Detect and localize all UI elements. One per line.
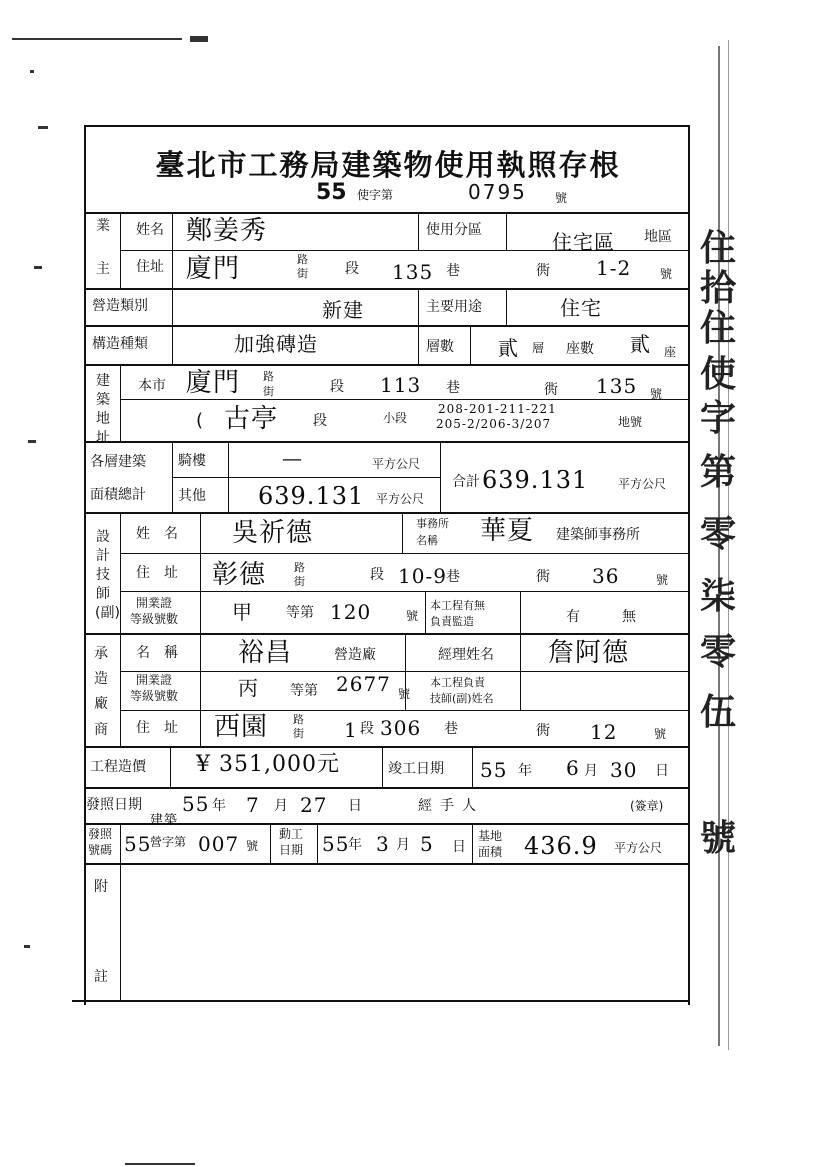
designer-supervise-has: 有 (566, 609, 580, 625)
side-char: 拾 (700, 267, 737, 309)
start-month-value: 3 (376, 832, 390, 856)
scan-speck (190, 36, 208, 42)
row-line (84, 633, 689, 635)
scan-border-mark (12, 38, 182, 40)
scan-speck (28, 440, 36, 443)
completion-year-label: 年 (518, 763, 532, 779)
row-line (84, 288, 689, 290)
site-alley-label: 衖 (544, 382, 558, 398)
col-line (120, 212, 121, 289)
scan-speck (24, 945, 30, 948)
site-lane-label: 巷 (446, 380, 460, 396)
floors-unit: 層 (532, 341, 545, 355)
construction-type-value: 新建 (322, 298, 364, 322)
start-day-value: 5 (420, 832, 434, 856)
col-line (520, 591, 521, 634)
arcade-value: — (282, 446, 303, 470)
issue-date-label: 發照日期 (86, 797, 142, 813)
form-border-right (688, 125, 690, 1005)
col-line (382, 746, 383, 788)
completion-day: 30 (610, 758, 638, 782)
col-line (200, 512, 201, 746)
site-district-label: 段 (313, 413, 327, 429)
form-border-left (84, 125, 86, 1005)
start-date-label-2: 日期 (279, 843, 304, 857)
construction-type-label: 營造類別 (92, 298, 148, 314)
row-line (84, 746, 689, 748)
contractor-lane-label: 巷 (444, 721, 458, 737)
col-line (170, 746, 171, 788)
designer-supervise-label-1: 本工程有無 (430, 599, 485, 612)
row-line (120, 553, 690, 554)
row-line (84, 441, 689, 443)
structure-value: 加強磚造 (234, 332, 318, 356)
contractor-license-number: 2677 (336, 672, 391, 696)
designer-address-label: 住址 (136, 565, 192, 581)
scan-speck (30, 70, 34, 73)
contractor-license-label-1: 開業證 (136, 673, 173, 687)
start-date-label-1: 動工 (279, 827, 304, 841)
structure-label: 構造種類 (92, 336, 148, 352)
owner-name-value: 鄭姜秀 (186, 216, 268, 246)
area-sum-label: 合計 (452, 474, 480, 490)
site-road-value: 廈門 (186, 368, 241, 398)
row-line (120, 591, 690, 592)
col-line (120, 364, 121, 442)
col-line (120, 512, 121, 746)
designer-name-value: 吳祈德 (232, 518, 314, 548)
col-line (172, 441, 173, 513)
designer-office-value: 華夏 (480, 516, 535, 546)
permit-number: 0795 (468, 180, 527, 204)
col-line (470, 326, 471, 364)
start-year-label: 年 (348, 837, 362, 853)
notes-label-1: 附 (94, 879, 108, 895)
owner-number-label: 號 (660, 267, 673, 281)
base-area-label-2: 面積 (478, 845, 503, 859)
designer-license-label-2: 等級號數 (130, 612, 179, 626)
arcade-unit: 平方公尺 (372, 457, 421, 471)
form-border-bottom (72, 1000, 690, 1002)
issue-month-label: 月 (274, 798, 288, 814)
cost-label: 工程造價 (90, 759, 146, 775)
designer-office-suffix: 建築師事務所 (556, 527, 640, 543)
col-line (172, 212, 173, 289)
other-area-label: 其他 (178, 488, 206, 504)
col-line (270, 823, 271, 864)
designer-alley-label: 衖 (536, 569, 550, 585)
designer-lane-value: 10-9 (398, 564, 447, 588)
buildings-label: 座數 (566, 341, 594, 357)
permit-number-label: 號 (246, 839, 259, 853)
contractor-tech-label-2: 技師(副)姓名 (430, 692, 494, 705)
contractor-tech-label-1: 本工程負責 (430, 676, 485, 689)
contractor-name-label: 名稱 (136, 645, 192, 661)
issue-day-label: 日 (348, 798, 362, 814)
row-line (84, 212, 689, 214)
owner-section-unit: 段 (345, 261, 359, 277)
designer-office-label-1: 事務所 (416, 517, 449, 530)
zoning-label: 使用分區 (426, 222, 482, 238)
owner-street-label: 街 (297, 267, 308, 280)
side-char: 零 (700, 631, 737, 673)
row-line (120, 399, 690, 400)
site-subsection-label: 小段 (383, 411, 408, 425)
start-month-label: 月 (396, 837, 410, 853)
side-char: 住 (700, 307, 737, 349)
document-title: 臺北市工務局建築物使用執照存根 (155, 148, 621, 182)
designer-license-suffix: 號 (406, 609, 419, 623)
designer-road-label: 路 (294, 561, 305, 574)
designer-address-value: 彰德 (212, 560, 267, 590)
col-line (120, 823, 121, 864)
other-area-unit: 平方公尺 (376, 492, 425, 506)
contractor-manager-value: 詹阿德 (548, 638, 630, 668)
issue-year-value: 55 (182, 792, 210, 816)
designer-license-label-1: 開業證 (136, 596, 173, 610)
designer-license-mid: 等第 (286, 605, 314, 621)
col-line (472, 823, 473, 864)
contractor-number-label: 號 (654, 727, 667, 741)
owner-lane-value: 135 (392, 260, 434, 284)
start-day-label: 日 (452, 839, 466, 855)
zoning-suffix: 地區 (644, 229, 672, 245)
owner-lane-label: 巷 (446, 263, 460, 279)
permit-prefix: 營字第 (150, 835, 187, 849)
area-total-label: 面積總計 (90, 487, 146, 503)
designer-office-label-2: 名稱 (416, 534, 438, 547)
side-char: 住 (700, 227, 737, 269)
side-char: 字 (700, 397, 737, 439)
col-line (472, 746, 473, 788)
contractor-license-mid: 等第 (290, 683, 318, 699)
cost-value: ¥ 351,000元 (196, 752, 340, 777)
scan-speck (34, 266, 42, 269)
designer-name-label: 姓名 (136, 526, 192, 542)
row-line (84, 787, 689, 789)
row-line (84, 863, 689, 865)
col-line (506, 288, 507, 326)
main-use-value: 住宅 (560, 296, 602, 320)
owner-name-label: 姓名 (136, 222, 164, 238)
col-line (402, 512, 403, 554)
contractor-lane-value: 306 (380, 716, 422, 740)
form-border-top (84, 125, 690, 127)
contractor-license-label-2: 等級號數 (130, 689, 179, 703)
permit-prefix: 使字第 (357, 188, 394, 202)
completion-month: 6 (566, 756, 580, 780)
col-line (418, 212, 419, 250)
buildings-unit: 座 (664, 345, 677, 359)
permit-year-value: 55 (124, 832, 152, 856)
main-use-label: 主要用途 (426, 299, 482, 315)
site-street-label: 街 (263, 385, 274, 398)
site-lot-numbers-2: 205-2/206-3/207 (436, 417, 552, 431)
col-line (440, 441, 441, 513)
scan-speck (38, 126, 48, 129)
side-char: 零 (700, 513, 737, 555)
contractor-section-value: 1 (344, 718, 358, 742)
permit-no-label-1: 發照 (88, 827, 113, 841)
site-city-label: 本市 (138, 378, 166, 394)
completion-year: 55 (480, 758, 508, 782)
contractor-license-grade: 丙 (238, 676, 259, 700)
completion-month-label: 月 (584, 763, 598, 779)
owner-alley-label: 衖 (536, 263, 550, 279)
completion-day-label: 日 (655, 763, 669, 779)
contractor-number-value: 12 (590, 720, 618, 744)
row-line (84, 364, 689, 366)
row-line (84, 325, 689, 327)
contractor-section-unit: 段 (360, 721, 374, 737)
arcade-label: 騎樓 (178, 453, 206, 469)
contractor-manager-label: 經理姓名 (438, 647, 494, 663)
contractor-street-label: 街 (293, 727, 304, 740)
scan-speck (125, 1163, 195, 1165)
col-line (317, 823, 318, 864)
row-line (120, 710, 690, 711)
owner-section-label-1: 業 (96, 218, 110, 234)
owner-section-label-2: 主 (96, 261, 110, 277)
contractor-license-suffix: 號 (398, 687, 411, 701)
col-line (172, 288, 173, 365)
col-line (425, 591, 426, 634)
floors-label: 層數 (426, 339, 454, 355)
permit-year: 55 (316, 180, 347, 205)
designer-license-number: 120 (330, 600, 372, 624)
other-area-value: 639.131 (258, 482, 365, 510)
designer-number-label: 號 (656, 573, 669, 587)
handler-sign-label: (簽章) (630, 799, 664, 813)
designer-supervise-none: 無 (622, 609, 636, 625)
designer-section-label: 設 計 技 師 (副) (95, 529, 120, 621)
issue-month-value: 7 (246, 793, 260, 817)
side-char: 柒 (700, 575, 737, 617)
designer-section-unit: 段 (370, 567, 384, 583)
designer-lane-label: 巷 (446, 569, 460, 585)
base-area-value: 436.9 (524, 832, 598, 860)
owner-number-value: 1-2 (596, 256, 632, 280)
designer-street-label: 街 (294, 575, 305, 588)
side-char: 伍 (700, 691, 737, 733)
site-section-unit: 段 (330, 379, 344, 395)
site-lot-label: 地號 (618, 415, 643, 429)
permit-number-value: 007 (198, 832, 240, 856)
contractor-name-suffix: 營造廠 (334, 647, 376, 663)
handler-label: 經手人 (418, 798, 484, 814)
permit-suffix: 號 (555, 191, 568, 205)
floors-value: 貳 (498, 336, 519, 360)
row-line (172, 477, 440, 478)
designer-license-grade: 甲 (232, 600, 253, 624)
site-road-label: 路 (263, 370, 274, 383)
area-sum-value: 639.131 (482, 466, 589, 494)
site-open-paren: ( (196, 410, 204, 431)
area-sum-unit: 平方公尺 (618, 477, 667, 491)
completion-label: 竣工日期 (388, 761, 444, 777)
start-year-value: 55 (322, 832, 350, 856)
contractor-section-label: 承 造 廠 商 (94, 646, 108, 738)
contractor-alley-label: 衖 (536, 723, 550, 739)
issue-day-value: 27 (300, 793, 328, 817)
site-district-value: 古亭 (224, 404, 279, 434)
site-lane-value: 113 (380, 373, 422, 397)
permit-annotation: 建築 (150, 813, 179, 828)
contractor-road-label: 路 (293, 713, 304, 726)
site-lot-numbers-1: 208-201-211-221 (438, 402, 557, 416)
row-line (84, 512, 689, 514)
owner-address-label: 住址 (136, 259, 164, 275)
base-area-label-1: 基地 (478, 829, 503, 843)
issue-year-label: 年 (212, 798, 226, 814)
col-line (418, 288, 419, 365)
floor-area-label: 各層建築 (90, 454, 146, 470)
owner-address-value: 廈門 (186, 254, 241, 284)
contractor-name-value: 裕昌 (238, 638, 293, 668)
side-char: 號 (700, 817, 737, 859)
col-line (120, 863, 121, 1001)
zoning-value: 住宅區 (552, 230, 615, 254)
site-number-label: 號 (650, 387, 663, 401)
permit-no-label-2: 號碼 (88, 843, 113, 857)
buildings-value: 貳 (630, 332, 651, 356)
base-area-unit: 平方公尺 (614, 841, 663, 855)
site-section-label: 建 築 地 址 (96, 373, 110, 446)
owner-road-label: 路 (297, 253, 308, 266)
designer-supervise-label-2: 負責監造 (430, 615, 474, 628)
designer-number-value: 36 (592, 564, 620, 588)
side-char: 第 (700, 451, 737, 493)
site-number-value: 135 (596, 374, 638, 398)
contractor-address-value: 西園 (214, 712, 269, 742)
side-char: 使 (700, 353, 737, 395)
col-line (228, 441, 229, 513)
col-line (506, 212, 507, 250)
col-line (520, 633, 521, 710)
contractor-address-label: 住址 (136, 720, 192, 736)
notes-label-2: 註 (94, 969, 108, 985)
